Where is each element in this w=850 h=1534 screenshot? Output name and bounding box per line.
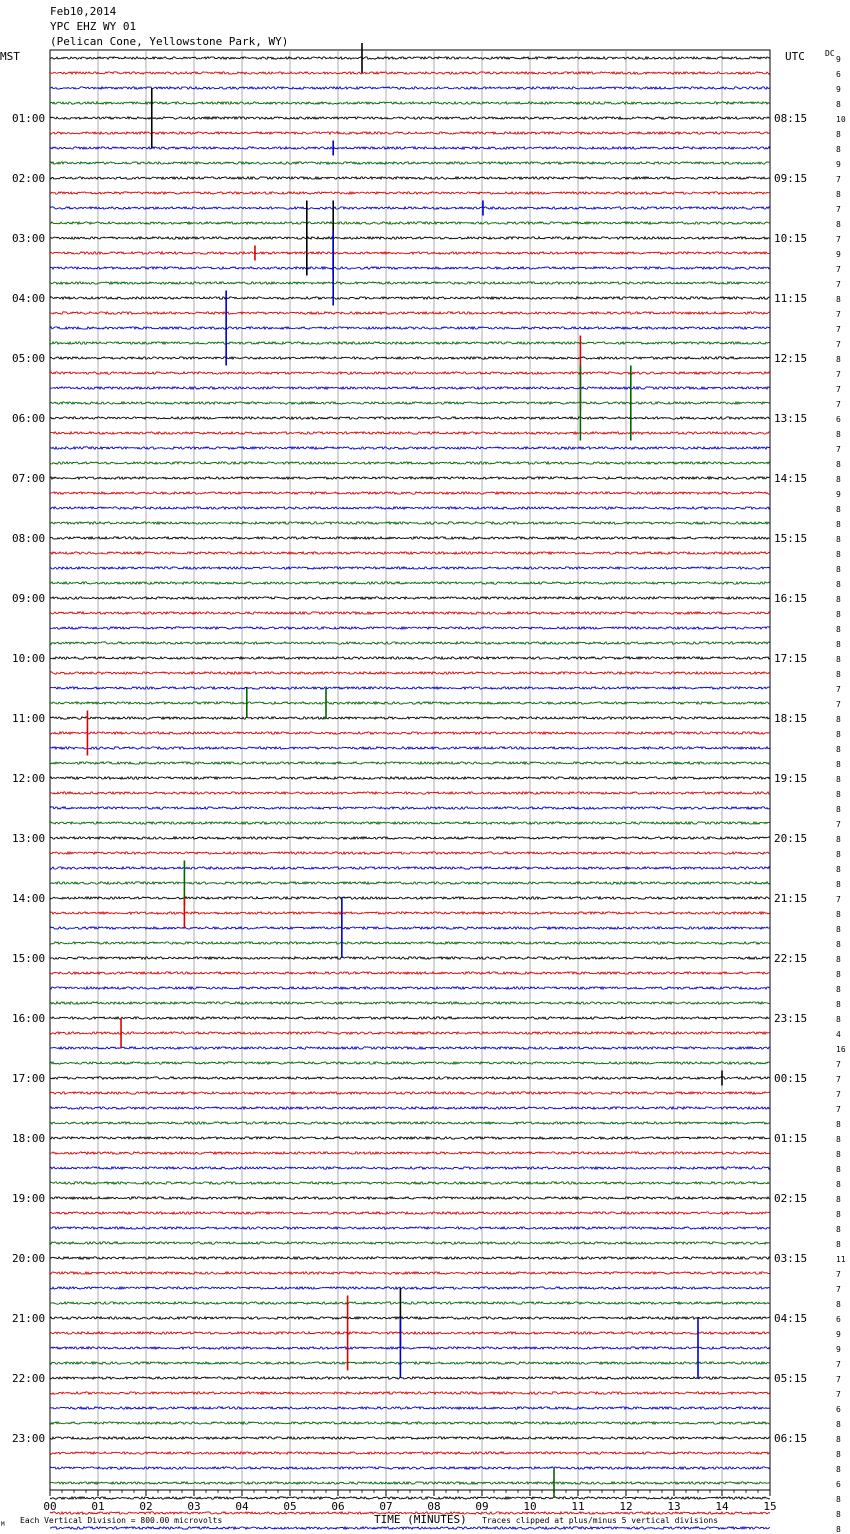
trace-line <box>50 132 770 134</box>
x-tick-label: 01 <box>91 1500 105 1513</box>
x-tick-label: 11 <box>571 1500 585 1513</box>
dc-value: 8 <box>836 1435 841 1444</box>
trace-line <box>50 57 770 59</box>
trace-line <box>50 282 770 284</box>
trace-line <box>50 432 770 434</box>
dc-value: 7 <box>836 445 841 454</box>
dc-value: 9 <box>836 55 841 64</box>
dc-value: 8 <box>836 910 841 919</box>
dc-value: 7 <box>836 175 841 184</box>
dc-value: 8 <box>836 655 841 664</box>
trace-line <box>50 1497 770 1499</box>
trace-line <box>50 927 770 929</box>
dc-value: 8 <box>836 715 841 724</box>
dc-value: 8 <box>836 580 841 589</box>
mst-hour-label: 01:00 <box>12 112 46 125</box>
dc-value: 6 <box>836 1480 841 1489</box>
trace-line <box>50 972 770 974</box>
utc-hour-label: 03:15 <box>774 1252 808 1265</box>
dc-value: 8 <box>836 775 841 784</box>
trace-line <box>50 1377 770 1379</box>
trace-line <box>50 882 770 884</box>
mst-hour-label: 12:00 <box>12 772 46 785</box>
x-axis-title: TIME (MINUTES) <box>374 1513 467 1526</box>
dc-value: 7 <box>836 895 841 904</box>
mst-hour-label: 22:00 <box>12 1372 46 1385</box>
dc-value: 8 <box>836 670 841 679</box>
clipping-note: Traces clipped at plus/minus 5 vertical divisions <box>482 1516 719 1525</box>
trace-line <box>50 702 770 704</box>
x-tick-label: 07 <box>379 1500 393 1513</box>
dc-value: 8 <box>836 805 841 814</box>
trace-line <box>50 537 770 539</box>
trace-line <box>50 1407 770 1409</box>
utc-hour-label: 15:15 <box>774 532 808 545</box>
dc-value: 8 <box>836 1195 841 1204</box>
dc-value: 8 <box>836 1300 841 1309</box>
utc-hour-label: 05:15 <box>774 1372 808 1385</box>
mst-hour-label: 13:00 <box>12 832 46 845</box>
trace-line <box>50 732 770 734</box>
dc-value: 8 <box>836 1450 841 1459</box>
trace-line <box>50 777 770 779</box>
trace-line <box>50 522 770 524</box>
dc-value: 7 <box>836 1105 841 1114</box>
mst-hour-label: 21:00 <box>12 1312 46 1325</box>
mst-hour-label: 02:00 <box>12 172 46 185</box>
trace-line <box>50 312 770 314</box>
mst-hour-label: 19:00 <box>12 1192 46 1205</box>
trace-line <box>50 267 770 269</box>
dc-value: 8 <box>836 295 841 304</box>
trace-line <box>50 1107 770 1109</box>
trace-line <box>50 1182 770 1184</box>
trace-line <box>50 1047 770 1049</box>
utc-hour-label: 02:15 <box>774 1192 808 1205</box>
x-tick-label: 04 <box>235 1500 249 1513</box>
trace-line <box>50 372 770 374</box>
dc-value: 7 <box>836 205 841 214</box>
trace-line <box>50 1467 770 1469</box>
dc-value: 8 <box>836 760 841 769</box>
dc-value: 11 <box>836 1255 846 1264</box>
trace-line <box>50 1242 770 1244</box>
mst-hour-label: 07:00 <box>12 472 46 485</box>
dc-value: 8 <box>836 100 841 109</box>
dc-value: 8 <box>836 130 841 139</box>
mst-hour-label: 16:00 <box>12 1012 46 1025</box>
trace-line <box>50 477 770 479</box>
utc-hour-label: 11:15 <box>774 292 808 305</box>
trace-line <box>50 237 770 239</box>
trace-line <box>50 387 770 389</box>
x-tick-label: 12 <box>619 1500 633 1513</box>
dc-value: 8 <box>836 955 841 964</box>
dc-value: 8 <box>836 730 841 739</box>
dc-value: 7 <box>836 1075 841 1084</box>
utc-hour-label: 01:15 <box>774 1132 808 1145</box>
utc-hour-label: 18:15 <box>774 712 808 725</box>
dc-value: 8 <box>836 835 841 844</box>
dc-value: 8 <box>836 505 841 514</box>
dc-value: 8 <box>836 1510 841 1519</box>
dc-value: 9 <box>836 490 841 499</box>
seismic-traces <box>50 57 770 1534</box>
trace-line <box>50 627 770 629</box>
trace-line <box>50 1077 770 1079</box>
trace-line <box>50 462 770 464</box>
dc-value: 8 <box>836 1015 841 1024</box>
trace-line <box>50 717 770 719</box>
utc-hour-label: 21:15 <box>774 892 808 905</box>
trace-line <box>50 1032 770 1034</box>
trace-line <box>50 192 770 194</box>
right-timezone-label: UTC <box>785 50 805 63</box>
dc-value: 7 <box>836 1270 841 1279</box>
dc-value: 8 <box>836 970 841 979</box>
utc-hour-label: 08:15 <box>774 112 808 125</box>
utc-hour-label: 13:15 <box>774 412 808 425</box>
trace-line <box>50 1362 770 1364</box>
trace-line <box>50 657 770 659</box>
dc-value: 9 <box>836 250 841 259</box>
utc-hour-label: 00:15 <box>774 1072 808 1085</box>
trace-line <box>50 1422 770 1424</box>
trace-line <box>50 807 770 809</box>
trace-line <box>50 1392 770 1394</box>
trace-line <box>50 792 770 794</box>
dc-value: 8 <box>836 745 841 754</box>
dc-value: 8 <box>836 475 841 484</box>
utc-hour-label: 06:15 <box>774 1432 808 1445</box>
trace-line <box>50 1002 770 1004</box>
trace-line <box>50 1482 770 1484</box>
record-date: Feb10,2014 <box>50 5 117 18</box>
dc-value: 8 <box>836 640 841 649</box>
trace-line <box>50 1527 770 1529</box>
utc-hour-label: 09:15 <box>774 172 808 185</box>
dc-value: 8 <box>836 850 841 859</box>
mst-hour-label: 09:00 <box>12 592 46 605</box>
trace-line <box>50 357 770 359</box>
dc-value: 8 <box>836 940 841 949</box>
utc-hour-label: 12:15 <box>774 352 808 365</box>
dc-value: 7 <box>836 1390 841 1399</box>
dc-value: 7 <box>836 325 841 334</box>
trace-line <box>50 822 770 824</box>
station-location: (Pelican Cone, Yellowstone Park, WY) <box>50 35 289 48</box>
mst-hour-label: 04:00 <box>12 292 46 305</box>
dc-value: 8 <box>836 460 841 469</box>
dc-value: 8 <box>836 190 841 199</box>
dc-value: 9 <box>836 85 841 94</box>
dc-value: 8 <box>836 790 841 799</box>
dc-value: 7 <box>836 340 841 349</box>
dc-value: 7 <box>836 1285 841 1294</box>
trace-line <box>50 417 770 419</box>
trace-line <box>50 867 770 869</box>
utc-hour-label: 22:15 <box>774 952 808 965</box>
dc-value: 8 <box>836 145 841 154</box>
footer-mark: M <box>1 1521 5 1528</box>
trace-line <box>50 1197 770 1199</box>
dc-value: 7 <box>836 1060 841 1069</box>
dc-value: 8 <box>836 520 841 529</box>
trace-line <box>50 1257 770 1259</box>
x-tick-label: 15 <box>763 1500 777 1513</box>
mst-hour-label: 05:00 <box>12 352 46 365</box>
trace-line <box>50 1092 770 1094</box>
dc-value: 7 <box>836 1090 841 1099</box>
trace-line <box>50 1437 770 1439</box>
x-tick-label: 09 <box>475 1500 489 1513</box>
trace-line <box>50 447 770 449</box>
dc-value: 9 <box>836 1345 841 1354</box>
trace-line <box>50 597 770 599</box>
trace-line <box>50 1062 770 1064</box>
mst-hour-label: 08:00 <box>12 532 46 545</box>
trace-line <box>50 1017 770 1019</box>
trace-line <box>50 552 770 554</box>
x-tick-label: 03 <box>187 1500 201 1513</box>
trace-line <box>50 297 770 299</box>
trace-line <box>50 642 770 644</box>
trace-line <box>50 987 770 989</box>
dc-value: 7 <box>836 820 841 829</box>
dc-value: 8 <box>836 1465 841 1474</box>
x-tick-label: 14 <box>715 1500 729 1513</box>
dc-value: 8 <box>836 430 841 439</box>
dc-value: 6 <box>836 1405 841 1414</box>
trace-line <box>50 957 770 959</box>
trace-line <box>50 672 770 674</box>
trace-line <box>50 747 770 749</box>
dc-value: 6 <box>836 415 841 424</box>
trace-line <box>50 402 770 404</box>
dc-value: 8 <box>836 535 841 544</box>
dc-value: 7 <box>836 685 841 694</box>
trace-line <box>50 1302 770 1304</box>
trace-line <box>50 252 770 254</box>
utc-hour-label: 20:15 <box>774 832 808 845</box>
trace-line <box>50 1287 770 1289</box>
utc-hour-label: 23:15 <box>774 1012 808 1025</box>
x-axis-ticks <box>43 1490 776 1513</box>
trace-line <box>50 102 770 104</box>
trace-line <box>50 1317 770 1319</box>
trace-line <box>50 942 770 944</box>
mst-hour-label: 17:00 <box>12 1072 46 1085</box>
dc-value: 8 <box>836 880 841 889</box>
dc-value: 9 <box>836 160 841 169</box>
trace-line <box>50 912 770 914</box>
trace-line <box>50 687 770 689</box>
dc-value: 8 <box>836 355 841 364</box>
trace-line <box>50 852 770 854</box>
dc-value: 7 <box>836 1360 841 1369</box>
dc-value: 8 <box>836 595 841 604</box>
station-code: YPC EHZ WY 01 <box>50 20 137 33</box>
mst-hour-label: 15:00 <box>12 952 46 965</box>
trace-line <box>50 87 770 89</box>
dc-value: 7 <box>836 235 841 244</box>
trace-line <box>50 1452 770 1454</box>
mst-hour-label: 23:00 <box>12 1432 46 1445</box>
x-tick-label: 06 <box>331 1500 345 1513</box>
dc-value: 7 <box>836 265 841 274</box>
trace-line <box>50 762 770 764</box>
mst-hour-labels <box>12 112 45 1445</box>
trace-line <box>50 207 770 209</box>
dc-value: 8 <box>836 1150 841 1159</box>
dc-value: 8 <box>836 865 841 874</box>
mst-hour-label: 06:00 <box>12 412 46 425</box>
utc-hour-label: 14:15 <box>774 472 808 485</box>
mst-hour-label: 18:00 <box>12 1132 46 1145</box>
dc-value: 8 <box>836 1180 841 1189</box>
dc-value: 8 <box>836 625 841 634</box>
x-tick-label: 00 <box>43 1500 57 1513</box>
trace-line <box>50 162 770 164</box>
dc-value: 8 <box>836 1240 841 1249</box>
dc-value: 16 <box>836 1045 846 1054</box>
utc-hour-label: 17:15 <box>774 652 808 665</box>
dc-label: DC <box>825 49 835 58</box>
dc-value: 8 <box>836 550 841 559</box>
dc-value: 8 <box>836 1225 841 1234</box>
dc-value: 6 <box>836 70 841 79</box>
dc-value: 8 <box>836 565 841 574</box>
dc-value: 7 <box>836 370 841 379</box>
trace-line <box>50 147 770 149</box>
trace-line <box>50 327 770 329</box>
trace-line <box>50 582 770 584</box>
trace-line <box>50 72 770 74</box>
dc-value: 8 <box>836 1420 841 1429</box>
dc-value: 8 <box>836 985 841 994</box>
trace-line <box>50 492 770 494</box>
trace-line <box>50 1227 770 1229</box>
utc-hour-label: 04:15 <box>774 1312 808 1325</box>
trace-line <box>50 177 770 179</box>
trace-line <box>50 1272 770 1274</box>
dc-value: 7 <box>836 1375 841 1384</box>
x-tick-label: 10 <box>523 1500 537 1513</box>
trace-line <box>50 897 770 899</box>
trace-line <box>50 1332 770 1334</box>
trace-line <box>50 612 770 614</box>
dc-value: 8 <box>836 1525 841 1534</box>
dc-value: 7 <box>836 700 841 709</box>
dc-value: 7 <box>836 385 841 394</box>
utc-hour-label: 10:15 <box>774 232 808 245</box>
mst-hour-label: 10:00 <box>12 652 46 665</box>
dc-value: 8 <box>836 1210 841 1219</box>
mst-hour-label: 11:00 <box>12 712 46 725</box>
trace-line <box>50 1167 770 1169</box>
left-timezone-label: MST <box>0 50 20 63</box>
dc-value: 7 <box>836 400 841 409</box>
trace-line <box>50 1137 770 1139</box>
x-tick-label: 08 <box>427 1500 441 1513</box>
dc-value: 8 <box>836 1495 841 1504</box>
utc-hour-label: 16:15 <box>774 592 808 605</box>
trace-line <box>50 1212 770 1214</box>
mst-hour-label: 14:00 <box>12 892 46 905</box>
vertical-division-note: Each Vertical Division = 800.00 microvolts <box>20 1516 223 1525</box>
trace-line <box>50 1122 770 1124</box>
x-tick-label: 02 <box>139 1500 153 1513</box>
dc-value: 8 <box>836 1120 841 1129</box>
trace-line <box>50 567 770 569</box>
trace-line <box>50 1152 770 1154</box>
utc-hour-label: 19:15 <box>774 772 808 785</box>
trace-line <box>50 117 770 119</box>
dc-value: 9 <box>836 1330 841 1339</box>
dc-value: 8 <box>836 1165 841 1174</box>
mst-hour-label: 03:00 <box>12 232 46 245</box>
dc-value: 8 <box>836 220 841 229</box>
trace-line <box>50 342 770 344</box>
dc-value: 8 <box>836 1135 841 1144</box>
trace-line <box>50 507 770 509</box>
dc-value: 4 <box>836 1030 841 1039</box>
dc-value: 7 <box>836 310 841 319</box>
trace-line <box>50 1347 770 1349</box>
mst-hour-label: 20:00 <box>12 1252 46 1265</box>
dc-value: 8 <box>836 1000 841 1009</box>
dc-value: 7 <box>836 280 841 289</box>
utc-hour-labels <box>774 112 807 1445</box>
x-tick-label: 05 <box>283 1500 297 1513</box>
x-tick-label: 13 <box>667 1500 681 1513</box>
seismic-events <box>87 43 722 1498</box>
trace-line <box>50 837 770 839</box>
dc-value: 8 <box>836 610 841 619</box>
dc-value: 10 <box>836 115 846 124</box>
dc-value: 8 <box>836 925 841 934</box>
dc-offset-labels <box>836 55 846 1534</box>
trace-line <box>50 222 770 224</box>
dc-value: 6 <box>836 1315 841 1324</box>
